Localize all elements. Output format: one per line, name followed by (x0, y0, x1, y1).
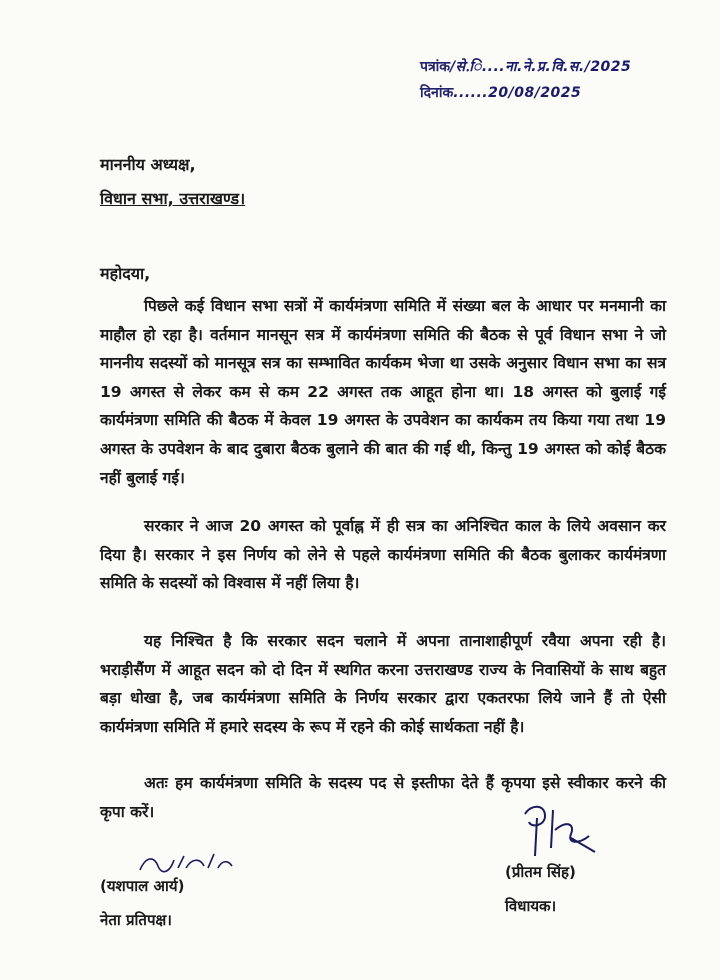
letter-number-value: /से.ि....ना.ने.प्र.वि.स./2025 (450, 59, 632, 75)
paragraph-3: यह निश्चित है कि सरकार सदन चलाने में अपना तानाशाहीपूर्ण रवैया अपना रही है। भराड़ीसैंण में आहूत सदन को दो दिन में स्थगित करना उत्तराखण्ड राज्य के निवासियों के साथ बहुत बड़ा धोखा है, जब कार्यमंत्रणा समिति के निर्णय सरकार द्वारा एकतरफा लिये जाने हैं तो ऐसी कार्यमंत्रणा समिति में हमारे सदस्य के रूप में रहने की कोई सार्थकता नहीं है। (100, 632, 666, 736)
addressee-line-2: विधान सभा, उत्तराखण्ड। (100, 189, 246, 208)
left-signatory-name: (यशपाल आर्य) (100, 877, 185, 895)
signatory-right (505, 800, 655, 916)
paragraph-2: सरकार ने आज 20 अगस्त को पूर्वाह्न में ही सत्र का अनिश्चित काल के लिये अवसान कर दिया है। सरकार ने इस निर्णय को लेने से पहले कार्यमंत्रणा समिति की बैठक बुलाकर कार्यमंत्रणा समिति के सदस्यों को विश्वास में नहीं लिया है। (100, 517, 666, 593)
addressee-line-1: माननीय अध्यक्ष, (100, 155, 196, 174)
paragraph-1: पिछले कई विधान सभा सत्रों में कार्यमंत्रणा समिति में संख्या बल के आधार पर मनमानी का माहौल हो रहा है। वर्तमान मानसून सत्र में कार्यमंत्रणा समिति की बैठक से पूर्व विधान सभा ने जो माननीय सदस्यों को मानसूत्र सत्र का सम्भावित कार्यकम भेजा था उसके अनुसार विधान सभा का सत्र 19 अगस्त से लेकर कम से कम 22 अगस्त तक आहूत होना था। 18 अगस्त को बुलाई गई कार्यमंत्रणा समिति की बैठक में केवल 19 अगस्त के उपवेशन का कार्यकम तय किया गया तथा 19 अगस्त के उपवेशन के बाद दुबारा बैठक बुलाने की बात की गई थी, किन्तु 19 अगस्त को कोई बैठक नहीं बुलाई गई। (100, 297, 666, 487)
left-signatory-title: नेता प्रतिपक्ष। (100, 911, 172, 929)
handwritten-signature (505, 800, 615, 862)
letter-date-label: दिनांक (420, 85, 454, 101)
letter-number (420, 54, 680, 80)
signatory-left (100, 850, 260, 930)
salutation: महोदया, (100, 264, 151, 283)
right-signatory-name: (प्रीतम सिंह) (505, 863, 576, 881)
addressee-block (100, 148, 245, 216)
reference-block (420, 54, 680, 106)
handwritten-initial-signature (100, 850, 250, 876)
letter-date-value: ......20/08/2025 (453, 85, 582, 101)
paragraph-4: अतः हम कार्यमंत्रणा समिति के सदस्य पद से इस्तीफा देते हैं कृपया इसे स्वीकार करने की कृपा करें। (100, 774, 666, 821)
letter-number-label: पत्रांक (420, 59, 451, 75)
right-signatory-title: विधायक। (505, 897, 557, 915)
letter-date (420, 80, 680, 106)
